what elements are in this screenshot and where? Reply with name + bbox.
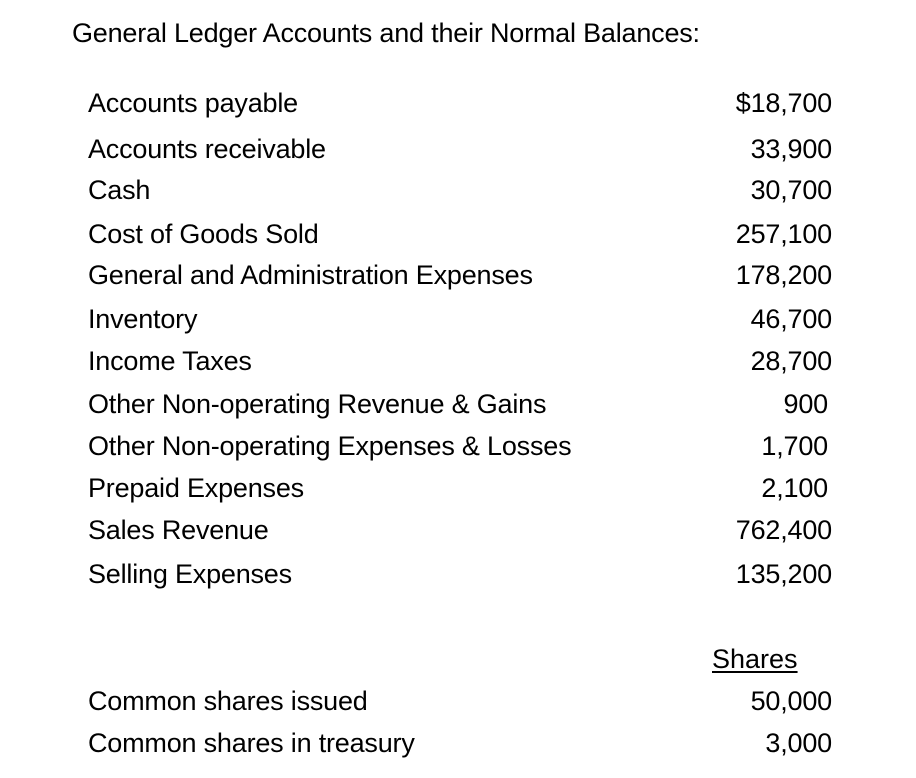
account-balance: 900 <box>783 389 828 419</box>
account-label: Selling Expenses <box>88 559 292 589</box>
account-label: Other Non-operating Revenue & Gains <box>88 389 547 419</box>
account-label: Accounts receivable <box>88 134 326 164</box>
account-row <box>88 389 832 431</box>
account-label: Other Non-operating Expenses & Losses <box>88 431 572 461</box>
account-balance: 135,200 <box>735 559 832 589</box>
account-row <box>88 88 832 130</box>
account-balance: 762,400 <box>735 515 832 545</box>
shares-count: 3,000 <box>765 728 832 758</box>
account-label: Cash <box>88 175 151 205</box>
shares-label: Common shares issued <box>88 686 368 716</box>
account-row <box>88 431 832 473</box>
account-label: Income Taxes <box>88 346 252 376</box>
shares-column-header: Shares <box>712 644 798 674</box>
account-row <box>88 515 832 557</box>
account-label: Prepaid Expenses <box>88 473 304 503</box>
account-label: Sales Revenue <box>88 515 269 545</box>
account-row <box>88 134 832 176</box>
page-title: General Ledger Accounts and their Normal Balances: <box>72 18 700 48</box>
account-label: Inventory <box>88 304 198 334</box>
account-balance: 30,700 <box>750 175 832 205</box>
account-row <box>88 175 832 217</box>
account-label: Cost of Goods Sold <box>88 219 319 249</box>
account-row <box>88 219 832 261</box>
account-balance: 178,200 <box>735 260 832 290</box>
account-balance: 46,700 <box>750 304 832 334</box>
account-row <box>88 473 832 515</box>
shares-row <box>88 728 832 770</box>
account-balance: 28,700 <box>750 346 832 376</box>
account-label: Accounts payable <box>88 88 298 118</box>
shares-count: 50,000 <box>750 686 832 716</box>
account-row <box>88 559 832 601</box>
account-row <box>88 260 832 302</box>
account-label: General and Administration Expenses <box>88 260 533 290</box>
account-row <box>88 346 832 388</box>
account-balance: $18,700 <box>735 88 832 118</box>
account-balance: 2,100 <box>761 473 828 503</box>
account-balance: 257,100 <box>735 219 832 249</box>
account-balance: 33,900 <box>750 134 832 164</box>
shares-label: Common shares in treasury <box>88 728 415 758</box>
shares-row <box>88 686 832 728</box>
account-balance: 1,700 <box>761 431 828 461</box>
account-row <box>88 304 832 346</box>
